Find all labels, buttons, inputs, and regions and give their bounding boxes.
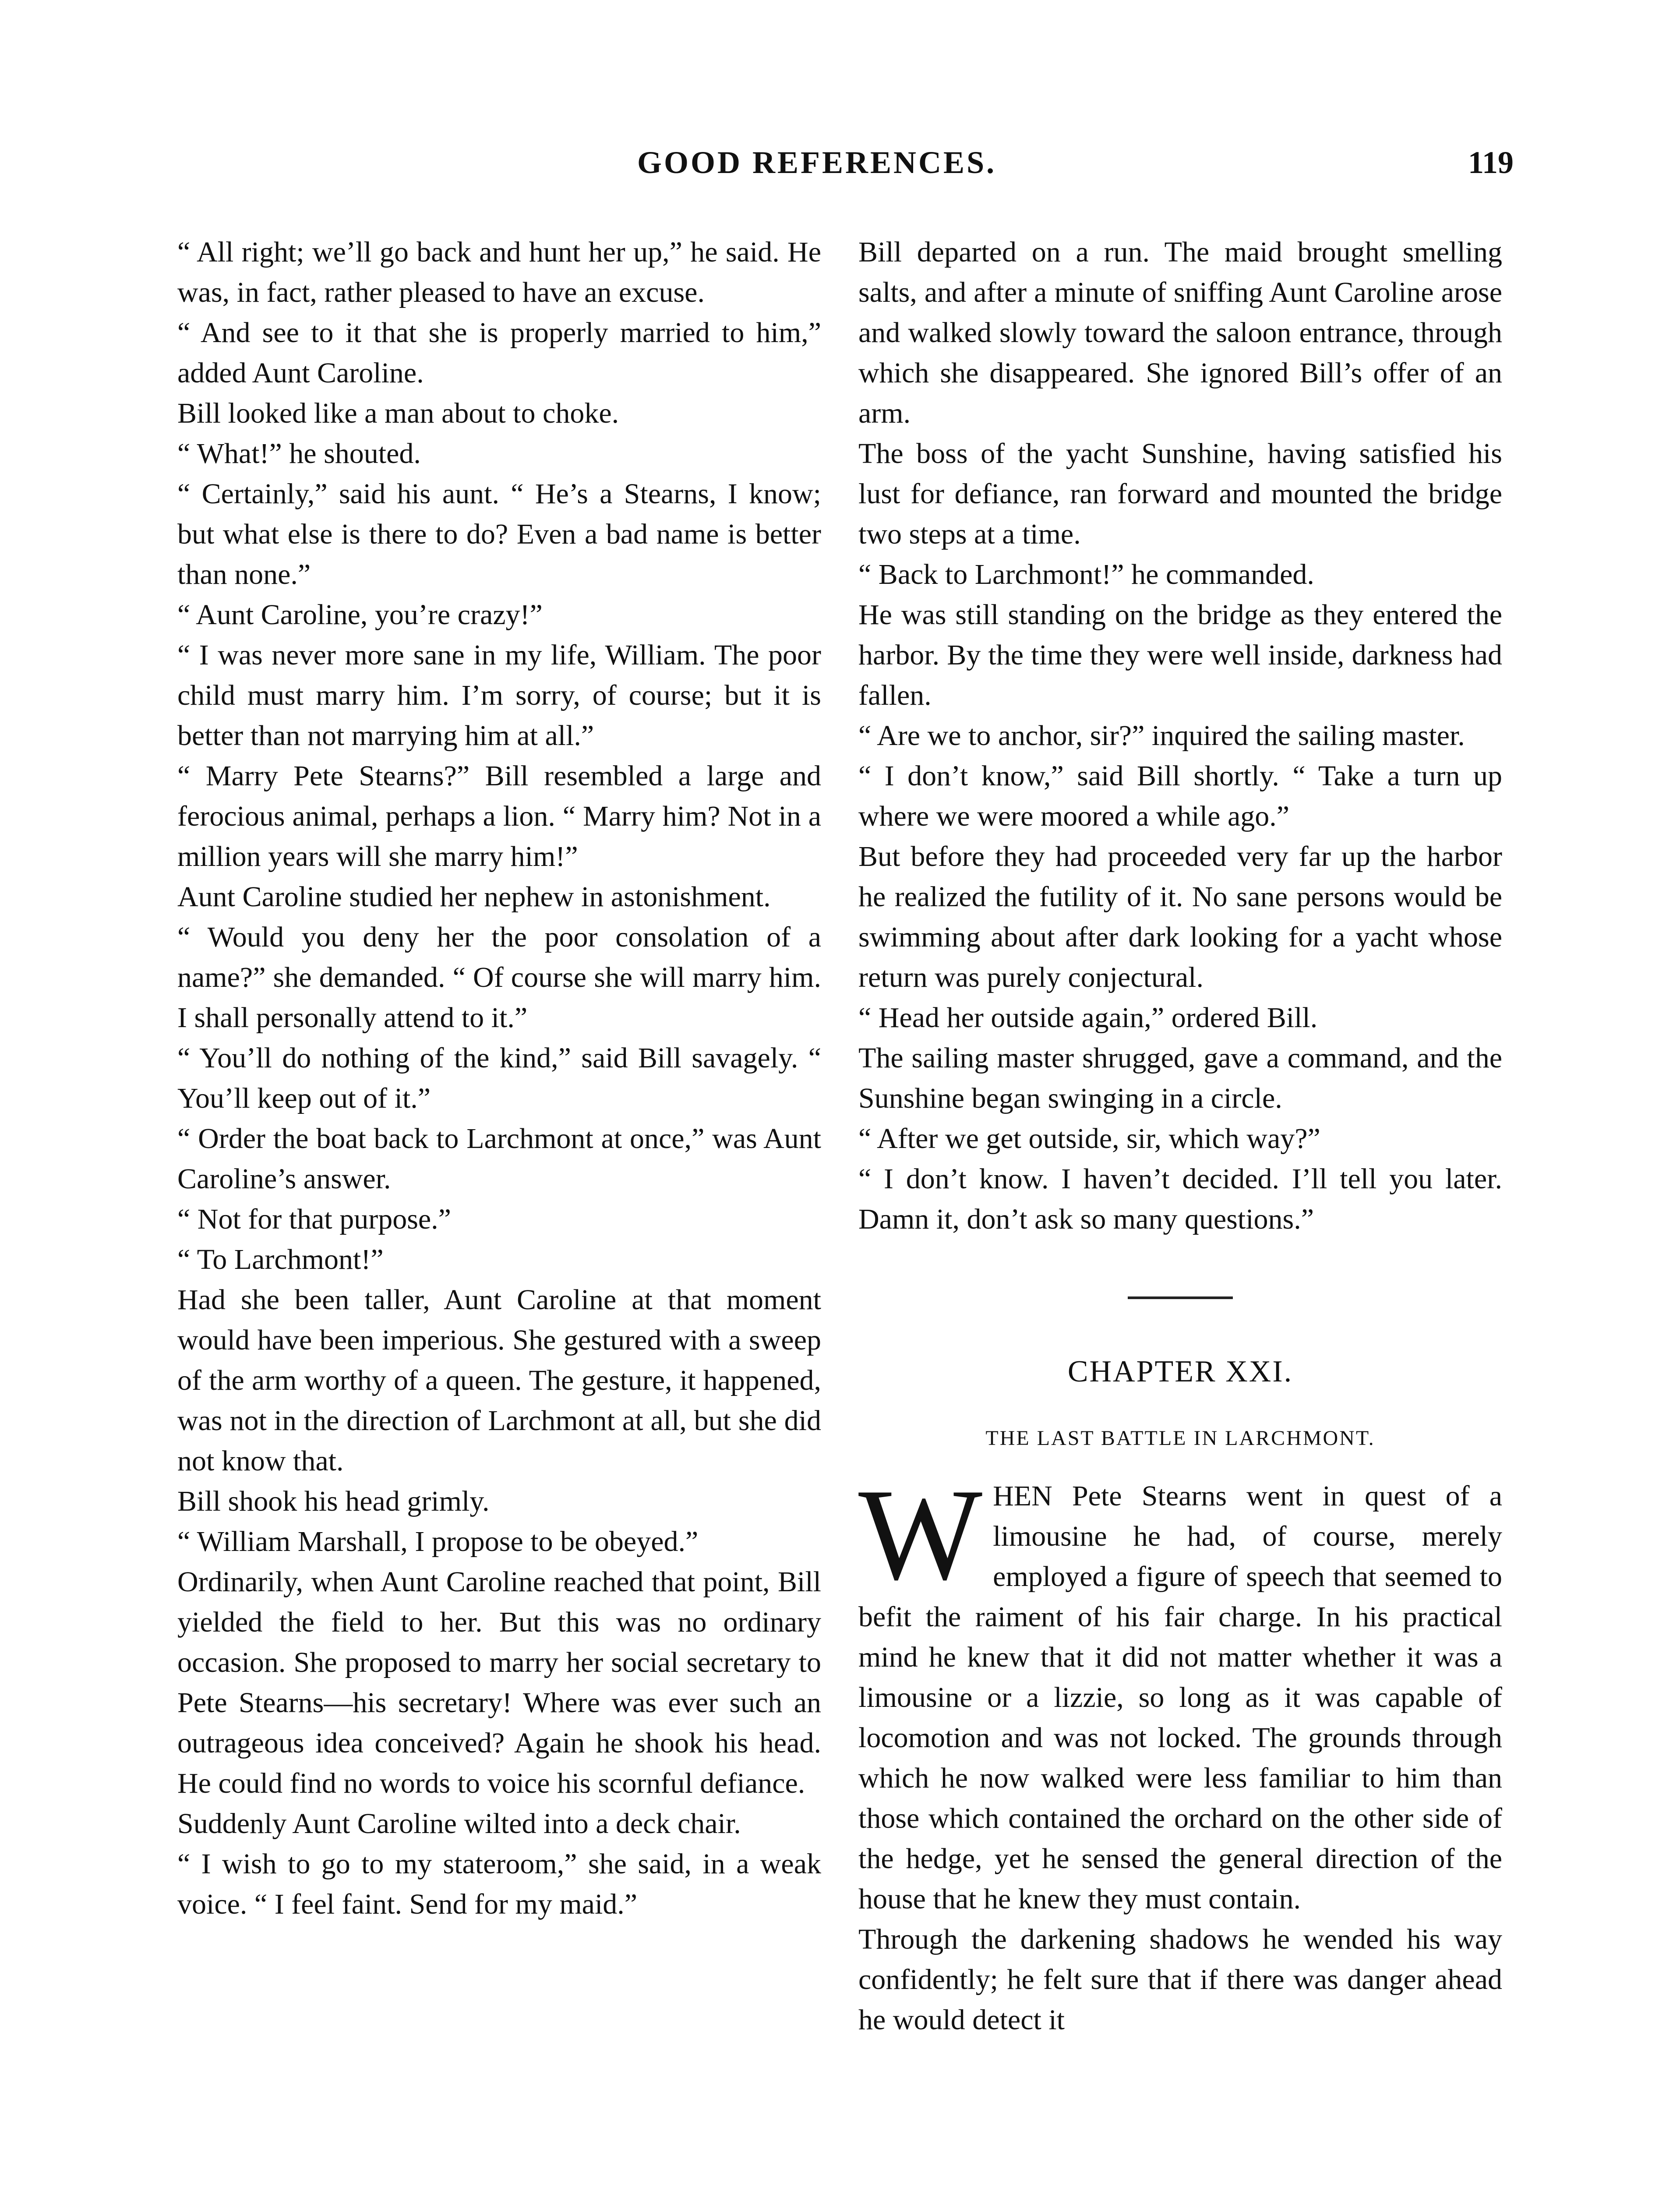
opening-text: HEN Pete Stearns went in quest of a limousine he had, of course, merely employed a figure of speech that seemed to befit the raiment of his fair charge. In his practical mind he knew that it did not matter whether it was a limousine or a lizzie, so long as it was capable of locomotion and was not locked. The grounds through which he now walked were less familiar to him than those which contained the orchard on the other side of the hedge, yet he sensed the general direction of the house that he knew they must contain.: [858, 1480, 1502, 1915]
running-head: GOOD REFERENCES.: [637, 145, 997, 180]
paragraph: “ I don’t know,” said Bill shortly. “ Take a turn up where we were moored a while ago.”: [858, 760, 1502, 832]
paragraph: “ Are we to anchor, sir?” inquired the sailing master.: [858, 720, 1465, 752]
chapter-subtitle: THE LAST BATTLE IN LARCHMONT.: [985, 1427, 1375, 1450]
paragraph: “ Order the boat back to Larchmont at once,” was Aunt Caroline’s answer.: [177, 1123, 821, 1195]
paragraph: He was still standing on the bridge as they entered the harbor. By the time they were well inside, darkness had fallen.: [858, 599, 1502, 711]
paragraph: Suddenly Aunt Caroline wilted into a deck chair.: [177, 1808, 741, 1840]
paragraph: “ After we get outside, sir, which way?”: [858, 1123, 1320, 1155]
paragraph: “ What!” he shouted.: [177, 438, 421, 470]
paragraph: The sailing master shrugged, gave a command, and the Sunshine began swinging in a circle.: [858, 1042, 1502, 1114]
right-column: [858, 232, 1502, 2040]
paragraph: Bill looked like a man about to choke.: [177, 397, 619, 429]
paragraph: “ Back to Larchmont!” he commanded.: [858, 558, 1314, 590]
chapter-opening-paragraph: [858, 1462, 1502, 1919]
paragraph: “ And see to it that she is properly married to him,” added Aunt Caroline.: [177, 317, 821, 389]
paragraph: “ Not for that purpose.”: [177, 1203, 451, 1235]
paragraph: “ I don’t know. I haven’t decided. I’ll tell you later. Damn it, don’t ask so many questions.”: [858, 1163, 1502, 1235]
paragraph: “ I wish to go to my stateroom,” she said, in a weak voice. “ I feel faint. Send for my maid.”: [177, 1848, 821, 1920]
paragraph: “ To Larchmont!”: [177, 1243, 384, 1275]
paragraph: “ Aunt Caroline, you’re crazy!”: [177, 599, 543, 631]
page-number: 119: [1468, 145, 1514, 180]
section-divider: [1128, 1296, 1233, 1299]
paragraph: “ I was never more sane in my life, William. The poor child must marry him. I’m sorry, of course; but it is better than not marrying him at all.”: [177, 639, 821, 752]
paragraph: Through the darkening shadows he wended his way confidently; he felt sure that if there was danger ahead he would detect it: [858, 1923, 1502, 2036]
chapter-title: CHAPTER XXI.: [1067, 1355, 1293, 1388]
paragraph: Aunt Caroline studied her nephew in astonishment.: [177, 881, 771, 913]
paragraph: “ Certainly,” said his aunt. “ He’s a Stearns, I know; but what else is there to do? Even a bad name is better than none.”: [177, 478, 821, 590]
left-column: [177, 232, 821, 1925]
paragraph: “ William Marshall, I propose to be obeyed.”: [177, 1526, 699, 1558]
paragraph: Bill shook his head grimly.: [177, 1485, 490, 1517]
paragraph: “ Would you deny her the poor consolation of a name?” she demanded. “ Of course she will marry him. I shall personally attend to it.”: [177, 921, 821, 1034]
paragraph: Bill departed on a run. The maid brought smelling salts, and after a minute of sniffing Aunt Caroline arose and walked slowly toward the saloon entrance, through which she disappeared. She ignored Bill’s offer of an arm.: [858, 236, 1502, 429]
drop-cap: W: [858, 1462, 983, 1607]
paragraph: Had she been taller, Aunt Caroline at that moment would have been imperious. She gestured with a sweep of the arm worthy of a queen. The gesture, it happened, was not in the direction of Larchmont at all, but she did not know that.: [177, 1284, 821, 1477]
paragraph: But before they had proceeded very far up the harbor he realized the futility of it. No sane persons would be swimming about after dark looking for a yacht whose return was purely conjectural.: [858, 841, 1502, 993]
paragraph: The boss of the yacht Sunshine, having satisfied his lust for defiance, ran forward and mounted the bridge two steps at a time.: [858, 438, 1502, 550]
page-header: [0, 145, 1680, 197]
paragraph: “ Head her outside again,” ordered Bill.: [858, 1002, 1318, 1034]
paragraph: “ You’ll do nothing of the kind,” said Bill savagely. “ You’ll keep out of it.”: [177, 1042, 821, 1114]
paragraph: “ All right; we’ll go back and hunt her up,” he said. He was, in fact, rather pleased to have an excuse.: [177, 236, 821, 308]
paragraph: “ Marry Pete Stearns?” Bill resembled a large and ferocious animal, perhaps a lion. “ Marry him? Not in a million years will she marry him!”: [177, 760, 821, 872]
paragraph: Ordinarily, when Aunt Caroline reached that point, Bill yielded the field to her. But this was no ordinary occasion. She proposed to marry her social secretary to Pete Stearns—his secretary! Where was ever such an outrageous idea conceived? Again he shook his head. He could find no words to voice his scornful defiance.: [177, 1566, 821, 1799]
